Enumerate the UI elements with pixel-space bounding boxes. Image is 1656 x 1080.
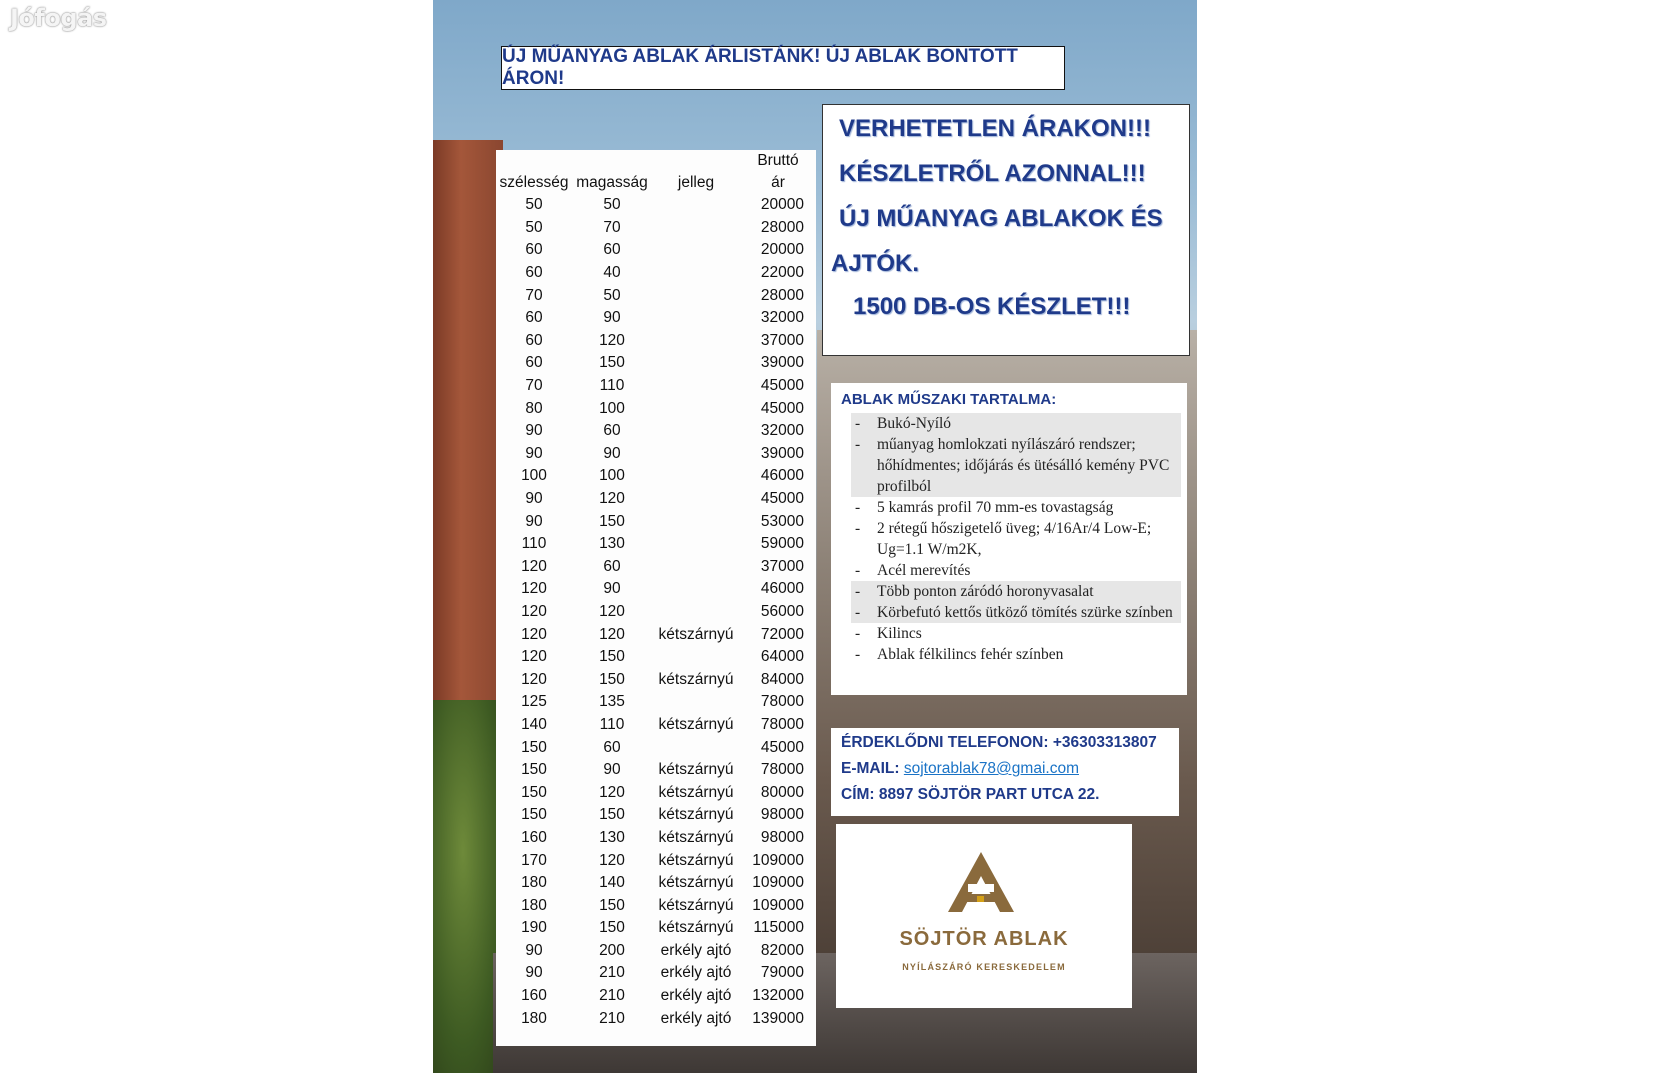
price-cell-height: 90 (603, 761, 621, 779)
header-width: szélesség (499, 174, 569, 191)
price-cell-price: 132000 (752, 987, 804, 1005)
price-cell-type (652, 736, 740, 759)
price-cell-width: 120 (521, 648, 547, 666)
price-cell-height: 150 (599, 648, 625, 666)
price-cell-price: 109000 (752, 896, 804, 914)
price-cell-price: 22000 (760, 264, 804, 282)
price-cell-price: 84000 (760, 670, 804, 688)
price-cell-width: 60 (525, 241, 543, 259)
price-cell-width: 110 (521, 535, 547, 553)
price-cell-type (652, 510, 740, 533)
price-cell-height: 70 (603, 218, 621, 236)
price-cell-height: 100 (599, 399, 625, 417)
promo-line-5: 1500 DB-OS KÉSZLET!!! (853, 293, 1131, 320)
specs-title: ABLAK MŰSZAKI TARTALMA: (841, 391, 1057, 408)
price-list-panel (496, 150, 816, 1046)
price-cell-price: 78000 (760, 761, 804, 779)
price-cell-price: 78000 (760, 715, 804, 733)
price-cell-height: 130 (599, 535, 625, 553)
flyer-title-box (501, 46, 1065, 90)
price-cell-height: 120 (599, 602, 625, 620)
price-cell-width: 60 (525, 264, 543, 282)
price-cell-price: 32000 (760, 422, 804, 440)
price-cell-width: 150 (521, 783, 547, 801)
price-row (496, 894, 816, 917)
price-cell-height: 120 (599, 851, 625, 869)
price-row (496, 804, 816, 827)
price-cell-type (652, 533, 740, 556)
price-cell-price: 98000 (760, 806, 804, 824)
price-cell-type: kétszárnyú (658, 828, 734, 846)
price-row (496, 262, 816, 285)
price-cell-width: 160 (521, 987, 547, 1005)
spec-item: - 5 kamrás profil 70 mm-es tovastagság (851, 497, 1181, 518)
price-row (496, 714, 816, 737)
price-cell-height: 150 (599, 896, 625, 914)
price-row (496, 443, 816, 466)
price-cell-price: 64000 (760, 648, 804, 666)
price-row (496, 510, 816, 533)
price-cell-width: 50 (525, 218, 543, 236)
promo-box (822, 104, 1190, 356)
price-cell-type (652, 375, 740, 398)
price-cell-height: 50 (603, 196, 621, 214)
price-cell-height: 90 (603, 309, 621, 327)
header-height: magasság (576, 174, 648, 191)
price-cell-width: 125 (521, 693, 547, 711)
price-cell-price: 20000 (760, 196, 804, 214)
price-cell-height: 150 (599, 512, 625, 530)
spec-item: - Körbefutó kettős ütköző tömítés szürke színben (851, 602, 1181, 623)
price-cell-price: 98000 (760, 828, 804, 846)
price-cell-type (652, 307, 740, 330)
price-cell-type (652, 239, 740, 262)
specs-list (851, 413, 1181, 665)
price-cell-height: 210 (599, 987, 625, 1005)
price-cell-price: 39000 (760, 444, 804, 462)
price-cell-height: 60 (603, 241, 621, 259)
price-cell-type: kétszárnyú (658, 806, 734, 824)
price-cell-price: 139000 (752, 1009, 804, 1027)
spec-item: - Több ponton záródó horonyvasalat (851, 581, 1181, 602)
price-cell-width: 180 (521, 896, 547, 914)
price-cell-width: 180 (521, 874, 547, 892)
spec-item: - 2 rétegű hőszigetelő üveg; 4/16Ar/4 Low-E; Ug=1.1 W/m2K, (851, 518, 1181, 560)
price-cell-height: 120 (599, 783, 625, 801)
price-cell-price: 46000 (760, 580, 804, 598)
price-row (496, 375, 816, 398)
price-cell-price: 78000 (760, 693, 804, 711)
promo-line-2: KÉSZLETRŐL AZONNAL!!! (839, 160, 1146, 187)
price-cell-width: 90 (525, 512, 543, 530)
price-row (496, 985, 816, 1008)
price-cell-type: kétszárnyú (658, 625, 734, 643)
price-cell-type (652, 646, 740, 669)
price-cell-width: 70 (525, 377, 543, 395)
price-cell-height: 50 (603, 286, 621, 304)
header-type: jelleg (677, 174, 715, 191)
logo-box (836, 824, 1132, 1008)
price-cell-height: 150 (599, 919, 625, 937)
logo-subtitle: NYÍLÁSZÁRÓ KERESKEDELEM (902, 962, 1066, 972)
spec-item: - Acél merevítés (851, 560, 1181, 581)
header-price (740, 150, 816, 194)
price-row (496, 623, 816, 646)
price-cell-height: 135 (599, 693, 625, 711)
price-row (496, 781, 816, 804)
price-cell-type: kétszárnyú (658, 896, 734, 914)
price-table (496, 150, 816, 1030)
price-cell-height: 120 (599, 490, 625, 508)
spec-item: - Ablak félkilincs fehér színben (851, 644, 1181, 665)
price-row (496, 307, 816, 330)
price-row (496, 668, 816, 691)
price-cell-width: 70 (525, 286, 543, 304)
price-cell-price: 79000 (760, 964, 804, 982)
price-cell-type: kétszárnyú (658, 851, 734, 869)
price-cell-type (652, 443, 740, 466)
price-cell-height: 90 (603, 580, 621, 598)
price-cell-price: 72000 (760, 625, 804, 643)
price-cell-width: 150 (521, 738, 547, 756)
price-cell-price: 37000 (760, 331, 804, 349)
price-cell-width: 150 (521, 806, 547, 824)
price-table-body (496, 194, 816, 1030)
watermark-logo: Jófogás (10, 4, 107, 32)
price-cell-height: 130 (599, 828, 625, 846)
price-cell-height: 150 (599, 354, 625, 372)
price-cell-price: 56000 (760, 602, 804, 620)
price-cell-width: 150 (521, 761, 547, 779)
price-row (496, 872, 816, 895)
promo-line-1: VERHETETLEN ÁRAKON!!! (839, 115, 1151, 142)
price-cell-height: 120 (599, 625, 625, 643)
price-cell-width: 90 (525, 444, 543, 462)
price-cell-price: 45000 (760, 377, 804, 395)
price-cell-type (652, 488, 740, 511)
price-cell-price: 109000 (752, 874, 804, 892)
price-cell-width: 60 (525, 309, 543, 327)
price-row (496, 646, 816, 669)
price-cell-price: 45000 (760, 490, 804, 508)
price-cell-price: 45000 (760, 738, 804, 756)
price-cell-width: 120 (521, 625, 547, 643)
price-cell-width: 90 (525, 964, 543, 982)
promo-line-3: ÚJ MŰANYAG ABLAKOK ÉS (839, 205, 1163, 232)
contact-phone: ÉRDEKLŐDNI TELEFONON: +36303313807 (841, 734, 1157, 751)
logo-name: SÖJTÖR ABLAK (899, 928, 1069, 950)
price-cell-width: 170 (521, 851, 547, 869)
price-row (496, 578, 816, 601)
logo-icon (946, 850, 1016, 914)
price-cell-width: 80 (525, 399, 543, 417)
header-price-bottom: ár (771, 174, 785, 191)
price-cell-price: 32000 (760, 309, 804, 327)
price-row (496, 736, 816, 759)
price-cell-width: 190 (521, 919, 547, 937)
price-cell-type (652, 330, 740, 353)
flyer-title: ÚJ MŰANYAG ABLAK ÁRLISTÁNK! ÚJ ABLAK BONTOTT ÁRON! (502, 46, 1018, 89)
price-row (496, 849, 816, 872)
price-table-header (496, 150, 816, 194)
spec-item: - Bukó-Nyíló (851, 413, 1181, 434)
price-cell-height: 140 (599, 874, 625, 892)
price-row (496, 397, 816, 420)
price-cell-type: kétszárnyú (658, 874, 734, 892)
price-cell-width: 90 (525, 941, 543, 959)
price-row (496, 239, 816, 262)
price-cell-type (652, 352, 740, 375)
price-cell-price: 20000 (760, 241, 804, 259)
price-row (496, 917, 816, 940)
price-cell-type (652, 194, 740, 217)
price-cell-type (652, 420, 740, 443)
price-row (496, 827, 816, 850)
price-row (496, 691, 816, 714)
price-cell-type: erkély ajtó (660, 964, 732, 982)
spec-item: - Kilincs (851, 623, 1181, 644)
price-cell-height: 100 (599, 467, 625, 485)
price-cell-type (652, 217, 740, 240)
price-cell-price: 28000 (760, 218, 804, 236)
price-cell-height: 210 (599, 964, 625, 982)
price-cell-type (652, 556, 740, 579)
price-cell-price: 109000 (752, 851, 804, 869)
price-cell-width: 120 (521, 557, 547, 575)
price-cell-type: erkély ajtó (660, 987, 732, 1005)
specs-box (831, 383, 1187, 695)
header-price-top: Bruttó (757, 152, 799, 169)
contact-address: CÍM: 8897 SÖJTÖR PART UTCA 22. (841, 786, 1100, 803)
price-row (496, 194, 816, 217)
price-cell-width: 60 (525, 331, 543, 349)
price-row (496, 284, 816, 307)
spec-item-continued: - műanyag homlokzati nyílászáró rendszer; hőhídmentes; időjárás és ütésálló kemény PVC profilból (851, 434, 1181, 497)
price-cell-price: 53000 (760, 512, 804, 530)
price-cell-height: 200 (599, 941, 625, 959)
price-cell-height: 40 (603, 264, 621, 282)
price-cell-height: 150 (599, 806, 625, 824)
price-cell-price: 28000 (760, 286, 804, 304)
price-cell-height: 110 (599, 377, 625, 395)
price-cell-type (652, 465, 740, 488)
price-cell-type: erkély ajtó (660, 941, 732, 959)
price-cell-width: 120 (521, 580, 547, 598)
price-row (496, 940, 816, 963)
price-cell-type (652, 397, 740, 420)
price-cell-price: 115000 (753, 919, 804, 937)
price-cell-type (652, 578, 740, 601)
price-cell-width: 120 (521, 670, 547, 688)
price-cell-height: 120 (599, 331, 625, 349)
contact-box (831, 728, 1179, 816)
price-cell-type: kétszárnyú (658, 919, 734, 937)
price-cell-type: kétszárnyú (658, 761, 734, 779)
price-cell-width: 160 (521, 828, 547, 846)
price-row (496, 962, 816, 985)
price-cell-width: 100 (521, 467, 547, 485)
price-row (496, 533, 816, 556)
price-cell-width: 50 (525, 196, 543, 214)
price-row (496, 352, 816, 375)
price-cell-price: 59000 (760, 535, 804, 553)
price-row (496, 330, 816, 353)
price-cell-price: 46000 (760, 467, 804, 485)
price-cell-type: kétszárnyú (658, 783, 734, 801)
price-cell-height: 110 (599, 715, 625, 733)
promo-line-4: AJTÓK. (831, 250, 920, 277)
flyer (433, 0, 1197, 1073)
price-cell-type (652, 262, 740, 285)
price-cell-price: 45000 (760, 399, 804, 417)
price-cell-height: 60 (603, 557, 621, 575)
price-cell-height: 210 (599, 1009, 625, 1027)
contact-email-label: E-MAIL: (841, 760, 904, 777)
price-cell-price: 37000 (760, 557, 804, 575)
price-cell-type: erkély ajtó (660, 1009, 732, 1027)
price-cell-type (652, 691, 740, 714)
price-cell-type (652, 601, 740, 624)
price-row (496, 488, 816, 511)
price-cell-price: 80000 (760, 783, 804, 801)
price-row (496, 601, 816, 624)
price-row (496, 420, 816, 443)
price-cell-type: kétszárnyú (658, 715, 734, 733)
price-cell-type (652, 284, 740, 307)
price-cell-height: 60 (603, 738, 621, 756)
price-row (496, 465, 816, 488)
price-cell-width: 120 (521, 602, 547, 620)
price-cell-width: 90 (525, 490, 543, 508)
price-cell-price: 82000 (760, 941, 804, 959)
price-cell-height: 90 (603, 444, 621, 462)
price-row (496, 1007, 816, 1030)
price-cell-height: 150 (599, 670, 625, 688)
price-cell-height: 60 (603, 422, 621, 440)
price-cell-price: 39000 (760, 354, 804, 372)
contact-email-row (841, 760, 1079, 778)
price-cell-width: 60 (525, 354, 543, 372)
price-row (496, 217, 816, 240)
price-row (496, 556, 816, 579)
price-cell-width: 140 (521, 715, 547, 733)
price-row (496, 759, 816, 782)
price-cell-type: kétszárnyú (658, 670, 734, 688)
contact-email-link[interactable]: sojtorablak78@gmai.com (903, 760, 1079, 777)
price-cell-width: 90 (525, 422, 543, 440)
price-cell-width: 180 (521, 1009, 547, 1027)
